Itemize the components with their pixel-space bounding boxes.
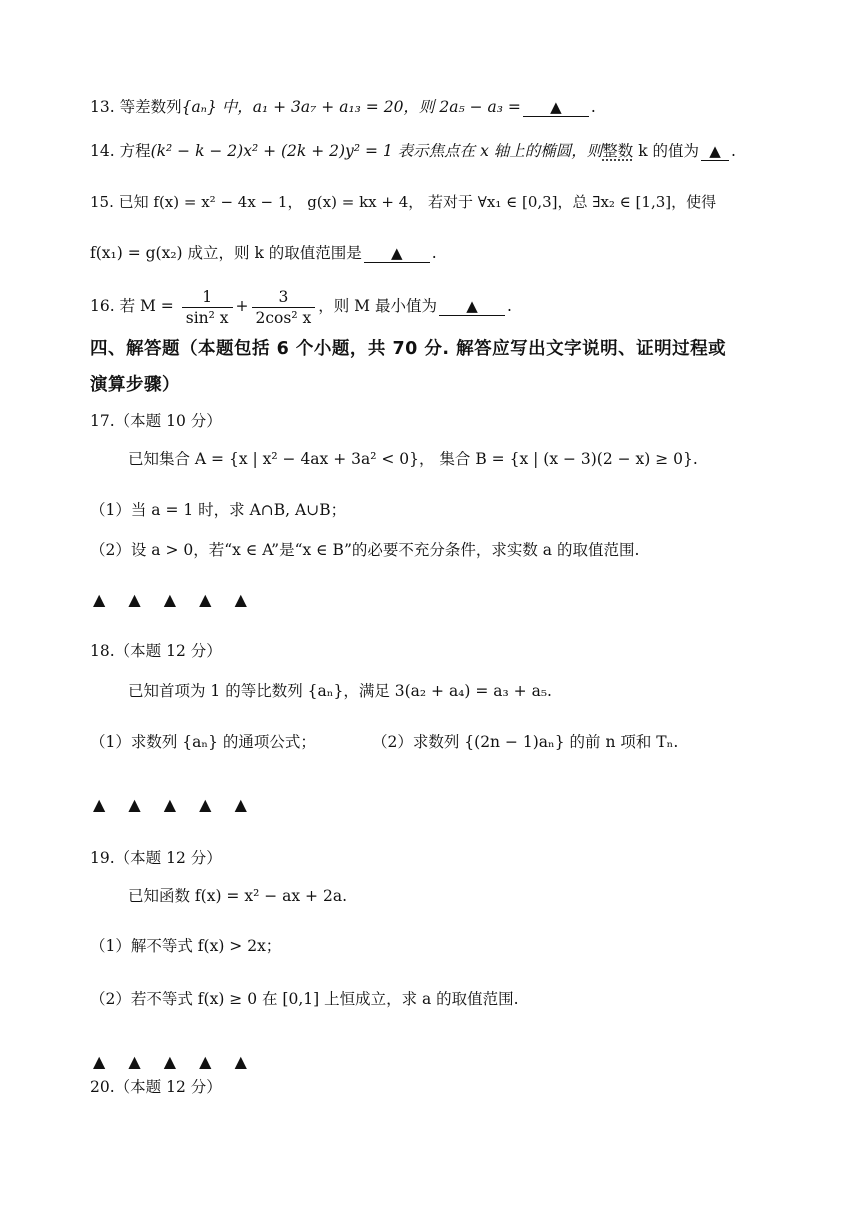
question-14 [90,140,780,162]
q16-body: ，则 M 最小值为 [318,297,437,315]
q16-fraction-1 [182,287,233,328]
q14-body2: k 的值为 [633,142,700,160]
q18-answer-marks: ▲ ▲ ▲ ▲ ▲ [93,795,249,814]
q19-part-1: （1）解不等式 f(x) > 2x； [90,937,282,955]
q14-prefix: 14. 方程 [90,142,151,160]
question-13 [90,96,780,118]
q16-suffix: . [506,297,512,315]
q19-title: 19.（本题 12 分） [90,849,222,867]
q16-frac2-denominator: 2cos² x [255,308,312,327]
q14-answer-blank: ▲ [701,142,729,161]
section-heading-line1: 四、解答题（本题包括 6 个小题，共 70 分. 解答应写出文字说明、证明过程或 [90,339,727,359]
q14-emphasis: 整数 [602,142,634,160]
q17-part-2: （2）设 a > 0，若“x ∈ A”是“x ∈ B”的必要不充分条件，求实数 a 的取值范围. [90,541,640,559]
q18-stem: 已知首项为 1 的等比数列 {aₙ}，满足 3(a₂ + a₄) = a₃ + a₅. [128,682,552,700]
q13-prefix: 13. 等差数列 [90,98,182,116]
q16-prefix: 16. 若 M = [90,297,174,315]
q13-suffix: . [590,98,596,116]
q16-frac2-numerator: 3 [252,287,316,308]
q17-stem: 已知集合 A = {x | x² − 4ax + 3a² < 0}， 集合 B = {x | (x − 3)(2 − x) ≥ 0}. [128,450,698,468]
question-16 [90,284,780,328]
q15-answer-blank: ▲ [364,244,430,263]
question-15-line2 [90,242,780,264]
q15-line2-text: f(x₁) = g(x₂) 成立，则 k 的取值范围是 [90,244,362,262]
q20-title: 20.（本题 12 分） [90,1078,222,1096]
q16-frac1-denominator: sin² x [185,308,229,327]
q14-body: (k² − k − 2)x² + (2k + 2)y² = 1 表示焦点在 x 轴上的椭圆，则 [150,142,603,160]
q19-answer-marks: ▲ ▲ ▲ ▲ ▲ [93,1052,249,1071]
q13-body: {aₙ} 中，a₁ + 3a₇ + a₁₃ = 20，则 2a₅ − a₃ = [181,98,521,116]
q15-suffix: . [431,244,437,262]
q19-part-2: （2）若不等式 f(x) ≥ 0 在 [0,1] 上恒成立，求 a 的取值范围. [90,990,519,1008]
q16-fraction-2 [252,287,316,328]
q19-stem: 已知函数 f(x) = x² − ax + 2a. [128,887,347,905]
q17-part-1: （1）当 a = 1 时，求 A∩B, A∪B； [90,501,347,519]
q17-answer-marks: ▲ ▲ ▲ ▲ ▲ [93,590,249,609]
q16-plus: + [235,297,249,315]
question-15-line1: 15. 已知 f(x) = x² − 4x − 1， g(x) = kx + 4， 若对于 ∀x₁ ∈ [0,3]，总 ∃x₂ ∈ [1,3]，使得 [90,193,717,211]
q17-title: 17.（本题 10 分） [90,412,222,430]
q16-frac1-numerator: 1 [182,287,233,308]
q18-part-1: （1）求数列 {aₙ} 的通项公式； [90,733,316,751]
q18-part-2: （2）求数列 {(2n − 1)aₙ} 的前 n 项和 Tₙ. [372,733,679,751]
section-heading-line2: 演算步骤） [90,375,180,395]
q18-title: 18.（本题 12 分） [90,642,222,660]
q16-answer-blank: ▲ [439,297,505,316]
q14-suffix: . [731,142,736,160]
q13-answer-blank: ▲ [523,98,589,117]
